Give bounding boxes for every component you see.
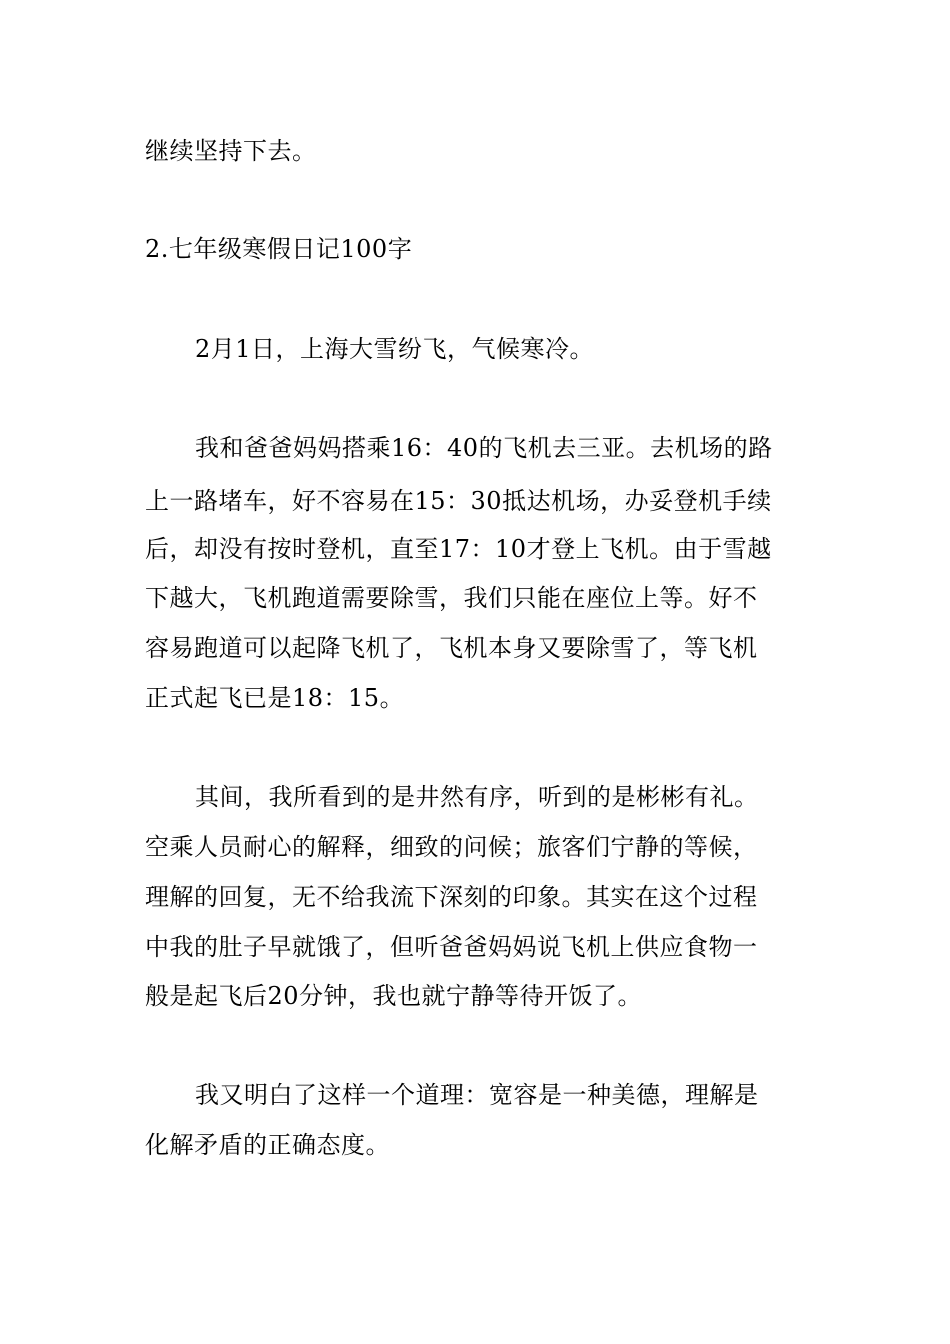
text-line: 理解的回复，无不给我流下深刻的印象。其实在这个过程 [145, 883, 758, 911]
text-line: 后，却没有按时登机，直至17：10才登上飞机。由于雪越 [145, 535, 772, 563]
text-line: 般是起飞后20分钟，我也就宁静等待开饭了。 [145, 982, 643, 1010]
text-line: 上一路堵车，好不容易在15：30抵达机场，办妥登机手续 [145, 487, 772, 515]
section-heading: 2.七年级寒假日记100字 [145, 235, 413, 263]
text-line: 2月1日，上海大雪纷飞，气候寒冷。 [195, 335, 595, 363]
text-line: 下越大，飞机跑道需要除雪，我们只能在座位上等。好不 [145, 584, 758, 612]
text-line: 容易跑道可以起降飞机了，飞机本身又要除雪了，等飞机 [145, 634, 758, 662]
text-line: 其间，我所看到的是井然有序，听到的是彬彬有礼。 [195, 783, 759, 811]
text-line: 我又明白了这样一个道理：宽容是一种美德，理解是 [195, 1081, 759, 1109]
text-line: 正式起飞已是18：15。 [145, 684, 405, 712]
text-line: 我和爸爸妈妈搭乘16：40的飞机去三亚。去机场的路 [195, 434, 773, 462]
text-line: 化解矛盾的正确态度。 [145, 1131, 390, 1159]
text-line: 中我的肚子早就饿了，但听爸爸妈妈说飞机上供应食物一 [145, 933, 758, 961]
text-line: 空乘人员耐心的解释，细致的问候；旅客们宁静的等候， [145, 833, 758, 861]
text-line: 继续坚持下去。 [145, 137, 317, 165]
